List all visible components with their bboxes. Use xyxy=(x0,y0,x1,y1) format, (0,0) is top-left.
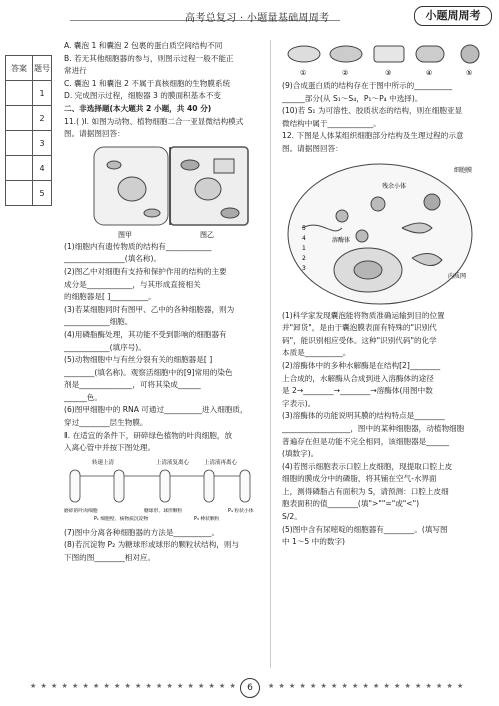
item-number: 4 xyxy=(33,156,52,181)
caption-cell-b: 图乙 xyxy=(200,230,214,239)
centrifuge-top-1: 转速上清 xyxy=(92,459,115,466)
q11-6: (6)图甲细胞中的 RNA 可通过__________进入细胞质， xyxy=(64,405,248,415)
q11-stem-cont: 图。请据图回答： xyxy=(64,129,125,139)
organelle-strip xyxy=(282,40,494,80)
label-4: 4 xyxy=(302,234,306,242)
q11-5-cont2: 剂是______________，可将其染成______ xyxy=(64,380,201,390)
tube-label-2: P₁ 细胞壁、核物质沉淀物 xyxy=(94,516,149,522)
label-er: 内质网 xyxy=(448,272,467,280)
centrifuge-top-3: 上清液再离心 xyxy=(204,459,238,466)
q11-stem: 11.( )Ⅰ. 如图为动物、植物细胞二合一亚显微结构模式 xyxy=(64,116,244,126)
answer-header: 答案 xyxy=(6,56,33,81)
q11-1-cont: ________________(填名称)。 xyxy=(64,254,162,264)
q12-1-cont: 并"卸货"，是由于囊泡膜表面有特殊的"识别代 xyxy=(282,323,437,333)
section-heading: 二、非选择题(本大题共 2 小题，共 40 分) xyxy=(64,103,212,113)
q11-1: (1)细胞内有遗传物质的结构有____________ xyxy=(64,241,212,251)
organelle-label-2: ② xyxy=(342,69,349,77)
q11-3: (3)若某细胞同时有图甲、乙中的各种细胞器，则为 xyxy=(64,304,235,314)
right-column xyxy=(282,40,494,549)
q12-stem-cont: 图。请据图回答： xyxy=(282,143,343,153)
q11-5: (5)动物细胞中与有丝分裂有关的细胞器是[ ] xyxy=(64,355,213,365)
label-residual-body: 残余小体 xyxy=(382,182,407,190)
q12-5: (5)图中含有尿嘧啶的细胞器有________。(填写图 xyxy=(282,524,448,534)
option-d: D. 完成图示过程，细胞器 3 的膜面积基本不变 xyxy=(64,91,222,101)
q12-2-cont2: 是 2→________→________→溶酶体(用图中数 xyxy=(282,386,433,396)
q11-4: (4)用磷脂酶处理，其功能不受到影响的细胞器有 xyxy=(64,329,227,339)
page-footer xyxy=(0,678,499,702)
q12-1-cont2: 码"，能识别相应受体。这种"识别代码"的化学 xyxy=(282,335,437,345)
option-c: C. 囊泡 1 和囊泡 2 不属于真核细胞的生物膜系统 xyxy=(64,78,231,88)
organelle-label-3: ③ xyxy=(385,69,392,77)
q12-4-cont: 细胞的膜成分中的磷脂，将其铺在空气-水界面 xyxy=(282,474,437,484)
item-number: 1 xyxy=(33,81,52,106)
caption-cell-a: 图甲 xyxy=(118,230,132,239)
q11-5-cont3: ______色。 xyxy=(64,392,102,402)
label-lysosome: 溶酶体 xyxy=(332,236,351,244)
brand-badge: 小题周周考 xyxy=(414,6,492,26)
q11-7: (7)图中分离各种细胞器的方法是__________。 xyxy=(64,527,220,537)
q11-3-cont: ____________细胞。 xyxy=(64,317,133,327)
q12-4-cont2: 上，测得磷脂占有面积为 S，请预测：口腔上皮细 xyxy=(282,486,449,496)
q11-9-cont: ______部分(从 S₁～S₄，P₁～P₄ 中选择)。 xyxy=(282,93,423,103)
option-b-cont: 常进行 xyxy=(64,66,87,76)
tube-label-3: 糖球形、球形颗粒 xyxy=(144,508,183,514)
answer-table xyxy=(5,55,60,206)
left-column xyxy=(64,40,259,565)
q12-stem: 12. 下图是人体某组织细胞部分结构及生理过程的示意 xyxy=(282,131,464,141)
q11-2-cont: 成分是____________，与其形成直接相关 xyxy=(64,279,201,289)
item-number: 3 xyxy=(33,131,52,156)
tube-label-5: P₄ 粒状小体 xyxy=(228,508,254,514)
q11-8: (8)若沉淀物 P₂ 为糖球形或球形的颗粒状结构，则与 xyxy=(64,540,240,550)
answer-cell[interactable] xyxy=(6,106,33,131)
q11-4-cont: ____________(填序号)。 xyxy=(64,342,146,352)
q12-2-cont: 上合成的，水解酶从合成到进入溶酶体的途径 xyxy=(282,373,434,383)
q11-5-cont: ________(填名称)。观察活细胞中的[9]常用的染色 xyxy=(64,367,233,377)
organelle-label-4: ④ xyxy=(426,69,433,77)
q11-9: (9)合成蛋白质的结构存在于图中所示的__________ xyxy=(282,81,453,90)
q11-2-cont2: 的细胞器是[ ]__________。 xyxy=(64,292,156,302)
q12-2: (2)溶酶体中的多种水解酶是在结构[2]________ xyxy=(282,360,441,370)
answer-cell[interactable] xyxy=(6,181,33,206)
q12-1: (1)科学家发现囊泡能将物质准确运输到目的位置 xyxy=(282,310,445,320)
label-5: 5 xyxy=(302,224,306,232)
q11-8-cont: 下图的图________相对应。 xyxy=(64,553,156,563)
label-3: 3 xyxy=(302,264,306,272)
q12-5-cont: 中 1～5 中的数字) xyxy=(282,537,346,547)
centrifuge-top-2: 上清液复离心 xyxy=(156,459,190,466)
page-number: 6 xyxy=(240,678,260,698)
q12-1-cont3: 本质是__________。 xyxy=(282,348,351,358)
cell-diagram xyxy=(92,143,252,241)
label-1: 1 xyxy=(302,244,306,252)
header-title: 高考总复习 · 小题量基础周周考 xyxy=(185,13,330,24)
item-number: 2 xyxy=(33,106,52,131)
tube-label-1: 磨碎的叶肉细胞 xyxy=(64,508,98,514)
answer-cell[interactable] xyxy=(6,81,33,106)
q11-10: (10)若 S₁ 为可溶性、胶质状态的结构，则在细胞亚显 xyxy=(282,106,463,116)
cell-process-diagram xyxy=(282,158,494,308)
q11-6-cont: 穿过________层生物膜。 xyxy=(64,418,148,428)
organelle-label-5: ⑤ xyxy=(466,69,473,77)
answer-cell[interactable] xyxy=(6,131,33,156)
footer-stars-right: ★ ★ ★ ★ ★ ★ ★ ★ ★ ★ ★ ★ ★ ★ ★ ★ ★ ★ ★ xyxy=(268,682,465,690)
item-header: 题号 xyxy=(33,56,52,81)
q12-3-cont: __________________，图中的某种细胞器，动植物细胞 xyxy=(282,423,465,433)
q12-4-cont3: 胞表面积的值________(填">""="或"<") xyxy=(282,499,420,509)
option-b: B. 若无其他细胞器的参与，则图示过程一般不能正 xyxy=(64,53,234,63)
footer-stars-left: ★ ★ ★ ★ ★ ★ ★ ★ ★ ★ ★ ★ ★ ★ ★ ★ ★ ★ ★ ★ xyxy=(30,682,237,690)
option-a: A. 囊泡 1 和囊泡 2 包裹的蛋白质空间结构不同 xyxy=(64,41,223,50)
q12-4-cont4: S/2。 xyxy=(282,512,302,522)
q12-3: (3)溶酶体的功能说明其膜的结构特点是________ xyxy=(282,411,445,421)
item-number: 5 xyxy=(33,181,52,206)
q11-10-cont: 微结构中属于____________。 xyxy=(282,118,381,128)
page-header xyxy=(0,0,499,34)
organelle-label-1: ① xyxy=(300,69,307,77)
q12-3-cont2: 普遍存在但是功能不完全相同，该细胞器是______ xyxy=(282,436,450,446)
part-ii-cont: 入离心管中并按下图处理。 xyxy=(64,443,156,453)
centrifuge-diagram xyxy=(64,456,259,526)
q12-3-cont3: (填数字)。 xyxy=(282,449,319,459)
q12-4: (4)若图示细胞表示口腔上皮细胞，现提取口腔上皮 xyxy=(282,461,453,471)
label-membrane: 细胞膜 xyxy=(454,166,473,174)
q11-2: (2)图乙中对细胞有支持和保护作用的结构的主要 xyxy=(64,266,227,276)
answer-cell[interactable] xyxy=(6,156,33,181)
part-ii: Ⅱ. 在适宜的条件下，研碎绿色植物的叶肉细胞，放 xyxy=(64,430,233,440)
label-2: 2 xyxy=(302,254,306,262)
q12-2-cont3: 字表示)。 xyxy=(282,398,316,408)
tube-label-4: P₃ 棒状颗粒 xyxy=(194,516,220,522)
column-divider xyxy=(270,40,271,668)
